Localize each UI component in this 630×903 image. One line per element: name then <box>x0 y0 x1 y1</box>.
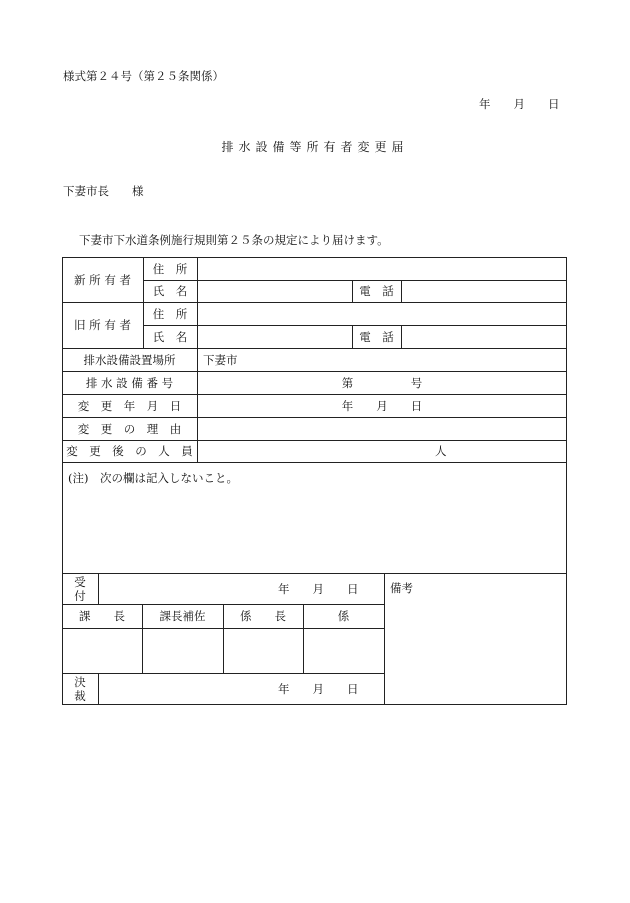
line <box>98 573 99 604</box>
change-date-label: 変 更 年 月 日 <box>77 398 182 413</box>
new-owner-address-label: 住 所 <box>152 261 188 276</box>
line <box>62 704 567 705</box>
old-owner-name-label: 氏 名 <box>152 329 188 344</box>
intro-text: 下妻市下水道条例施行規則第２５条の規定により届けます。 <box>79 233 389 247</box>
new-owner-name-label: 氏 名 <box>152 284 188 298</box>
people-unit: 人 <box>435 444 447 458</box>
col-section-chief: 課 長 <box>79 609 125 623</box>
decision-char-1: 決 <box>74 674 86 689</box>
old-owner-phone-label: 電 話 <box>359 329 394 344</box>
line <box>98 673 99 704</box>
new-owner-label: 新 所 有 者 <box>74 272 131 287</box>
office-use-note: (注) 次の欄は記入しないこと。 <box>68 471 238 485</box>
line <box>197 257 198 462</box>
line <box>62 462 567 463</box>
old-owner-label: 旧 所 有 者 <box>74 318 131 332</box>
location-value: 下妻市 <box>203 352 238 367</box>
change-date-value: 年 月 日 <box>341 398 423 413</box>
location-label: 排水設備設置場所 <box>83 352 176 367</box>
line <box>384 573 385 705</box>
line <box>401 280 402 302</box>
old-owner-address-label: 住 所 <box>152 306 188 321</box>
receipt-label <box>62 573 98 604</box>
receipt-char-2: 付 <box>74 588 86 603</box>
document-title: 排水設備等所有者変更届 <box>221 140 409 154</box>
col-subsection-chief: 係 長 <box>240 609 286 623</box>
submission-date: 年 月 日 <box>479 97 560 111</box>
decision-date: 年 月 日 <box>278 681 359 696</box>
form-number: 様式第２４号（第２５条関係） <box>63 69 224 83</box>
change-reason-label: 変 更 の 理 由 <box>77 421 182 436</box>
receipt-char-1: 受 <box>74 574 86 589</box>
remarks-label: 備考 <box>390 581 413 595</box>
receipt-date: 年 月 日 <box>278 581 359 596</box>
equipment-number-value: 第 号 <box>341 375 423 390</box>
line <box>401 325 402 348</box>
people-count-label: 変 更 後 の 人 員 <box>66 444 193 458</box>
line <box>566 257 567 705</box>
col-deputy-chief: 課長補佐 <box>159 609 206 623</box>
new-owner-phone-label: 電 話 <box>359 284 394 298</box>
decision-char-2: 裁 <box>74 688 86 703</box>
form-table <box>62 257 567 705</box>
decision-label <box>62 673 98 704</box>
addressee: 下妻市長 様 <box>63 184 144 198</box>
equipment-number-label: 排 水 設 備 番 号 <box>85 375 174 390</box>
col-staff: 係 <box>337 609 350 623</box>
